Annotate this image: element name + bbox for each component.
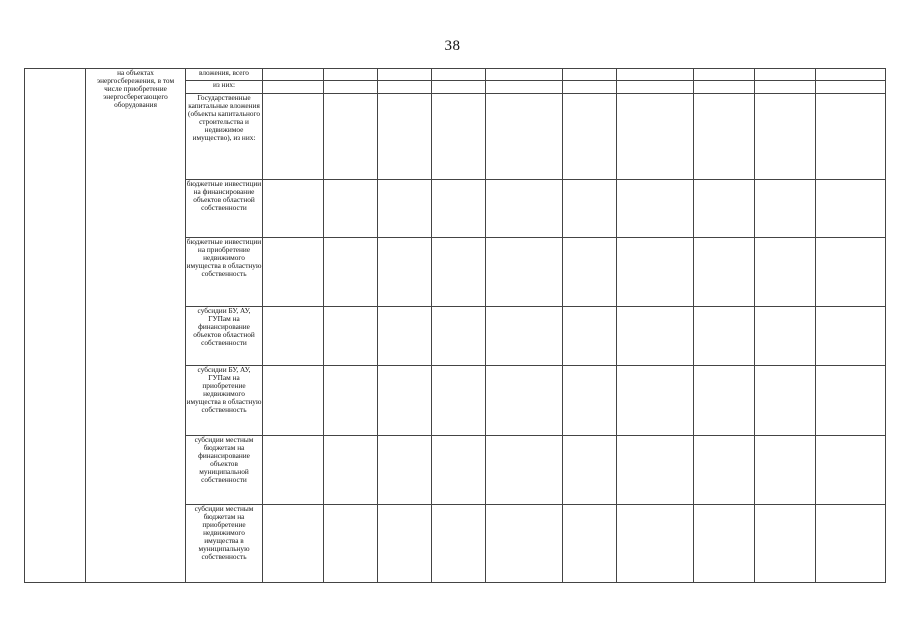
table-cell [432, 436, 486, 505]
table-cell [694, 69, 755, 81]
object-name-line: энергосбережения, в том [96, 76, 175, 86]
table-cell [324, 436, 378, 505]
table-cell [816, 94, 886, 180]
table-cell [816, 307, 886, 366]
table-row [25, 69, 886, 81]
table-cell [816, 366, 886, 436]
table-cell [755, 505, 816, 583]
table-cell [694, 238, 755, 307]
table-cell [263, 307, 324, 366]
table-cell [563, 366, 617, 436]
table-cell [263, 505, 324, 583]
table-cell [755, 81, 816, 94]
table-cell [755, 436, 816, 505]
table-cell [755, 69, 816, 81]
table-cell [486, 94, 563, 180]
table-cell [563, 436, 617, 505]
table-cell [432, 94, 486, 180]
object-name-cell [86, 69, 186, 583]
table-cell [324, 180, 378, 238]
table-cell [694, 436, 755, 505]
table-cell [324, 238, 378, 307]
table-cell [324, 81, 378, 94]
table-cell [816, 505, 886, 583]
table-cell [324, 505, 378, 583]
table-cell [816, 81, 886, 94]
table-cell [378, 238, 432, 307]
table-cell [563, 180, 617, 238]
table-cell [486, 238, 563, 307]
table-cell [378, 94, 432, 180]
object-name-line: числе приобретение [104, 84, 167, 94]
table-cell [755, 238, 816, 307]
row-label: из них: [186, 81, 263, 94]
table-cell [486, 436, 563, 505]
object-name-line: энергосберегающего [103, 92, 168, 102]
table-cell [694, 94, 755, 180]
table-cell [263, 81, 324, 94]
table-cell [563, 69, 617, 81]
table-cell [324, 307, 378, 366]
table-cell [432, 307, 486, 366]
table-cell-number [25, 69, 86, 583]
table-cell [563, 238, 617, 307]
table-cell [378, 366, 432, 436]
table-cell [694, 307, 755, 366]
table-cell [563, 307, 617, 366]
table-cell [263, 436, 324, 505]
table-cell [432, 81, 486, 94]
table-cell [324, 94, 378, 180]
table-cell [324, 366, 378, 436]
row-label: бюджетные инвестиции на финансирование объектов областной собственности [186, 180, 263, 238]
table-cell [617, 81, 694, 94]
table-cell [617, 505, 694, 583]
table-cell [432, 238, 486, 307]
table-cell [617, 69, 694, 81]
table-cell [617, 307, 694, 366]
table-cell [432, 505, 486, 583]
table-cell [263, 94, 324, 180]
table-cell [563, 94, 617, 180]
table-cell [324, 69, 378, 81]
table-cell [486, 307, 563, 366]
row-label: субсидии БУ, АУ, ГУПам на приобретение недвижимого имущества в областную собственность [186, 366, 263, 436]
table-cell [617, 180, 694, 238]
table-cell [694, 81, 755, 94]
table-cell [816, 238, 886, 307]
table-cell [263, 180, 324, 238]
table-cell [816, 180, 886, 238]
table-cell [617, 238, 694, 307]
table-cell [432, 180, 486, 238]
table-cell [432, 69, 486, 81]
table-cell [263, 69, 324, 81]
table-cell [694, 505, 755, 583]
table-cell [263, 238, 324, 307]
row-label: вложения, всего [186, 69, 263, 81]
table-cell [486, 366, 563, 436]
table-cell [755, 366, 816, 436]
table-cell [617, 436, 694, 505]
table-cell [486, 505, 563, 583]
table-cell [617, 366, 694, 436]
row-label: субсидии БУ, АУ, ГУПам на финансирование объектов областной собственности [186, 307, 263, 366]
table-cell [486, 81, 563, 94]
table-cell [816, 436, 886, 505]
budget-table [24, 68, 886, 583]
table-cell [378, 180, 432, 238]
table-cell [694, 366, 755, 436]
row-label: субсидии местным бюджетам на финансирование объектов муниципальной собственности [186, 436, 263, 505]
page-number: 38 [444, 38, 461, 54]
row-label: субсидии местным бюджетам на приобретение недвижимого имущества в муниципальную собственность [186, 505, 263, 583]
object-name-line: на объектах [117, 68, 154, 77]
table-cell [378, 307, 432, 366]
table-cell [378, 69, 432, 81]
row-label: Государственные капитальные вложения (объекты капитального строительства и недвижимое имущество), из них: [186, 94, 263, 180]
table-cell [432, 366, 486, 436]
table-cell [378, 81, 432, 94]
table-cell [563, 505, 617, 583]
table-cell [816, 69, 886, 81]
table-cell [263, 366, 324, 436]
row-label: бюджетные инвестиции на приобретение недвижимого имущества в областную собственность [186, 238, 263, 307]
table-cell [378, 505, 432, 583]
object-name-line: оборудования [114, 100, 157, 110]
table-cell [755, 180, 816, 238]
table-cell [563, 81, 617, 94]
table-cell [694, 180, 755, 238]
table-cell [486, 180, 563, 238]
table-cell [486, 69, 563, 81]
table-cell [378, 436, 432, 505]
table-cell [755, 94, 816, 180]
table-cell [617, 94, 694, 180]
table-cell [755, 307, 816, 366]
